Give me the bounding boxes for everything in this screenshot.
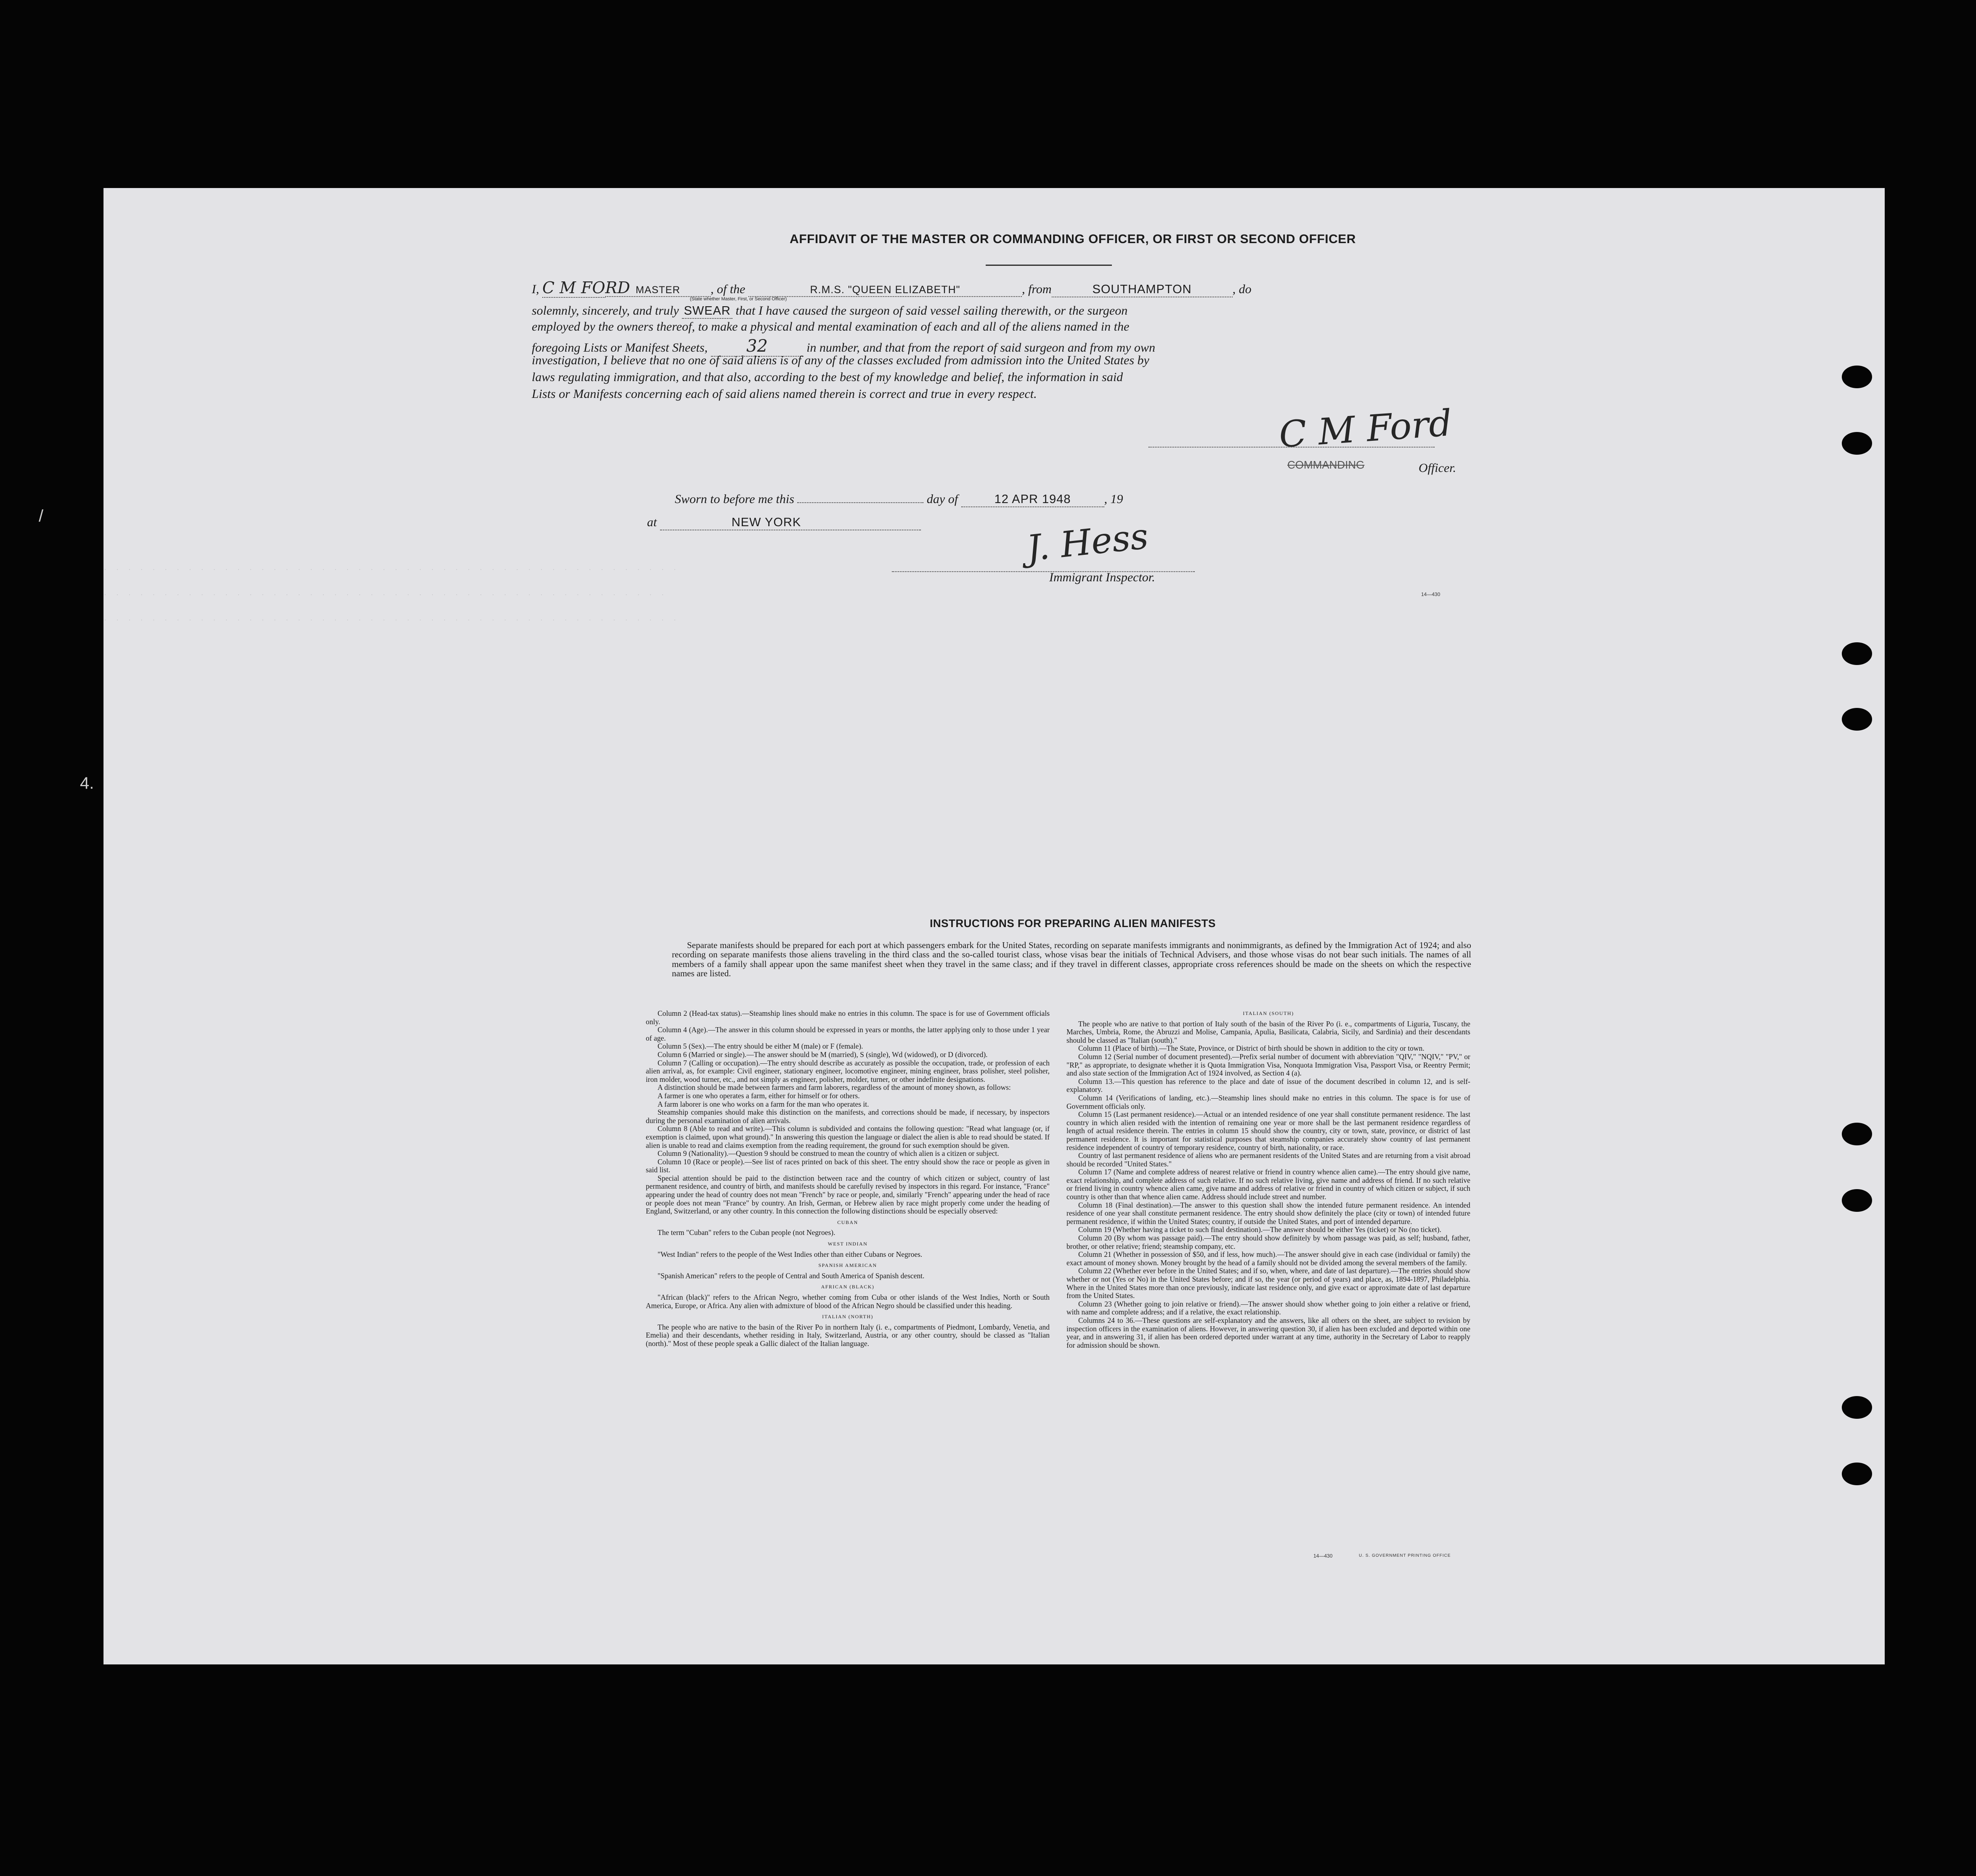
instruction-paragraph: Column 7 (Calling or occupation).—The entry should describe as accurately as possible the occupation, trade, or profession of each alien arrival, as, for example: Civil engineer, stationary engineer, locomotive engineer, mining engineer, brass polisher, steel polisher, iron molder, wood turner, etc., and not simply as engineer, polisher, molder, turner, or other indefinite designations. xyxy=(646,1058,1050,1084)
punch-hole xyxy=(1842,1189,1872,1212)
affidavit-text: investigation, I believe that no one of said aliens is of any of the classes excluded from admission into the United States by xyxy=(532,353,1149,367)
section-heading-african: AFRICAN (BLACK) xyxy=(821,1284,875,1290)
affidavit-line-7 xyxy=(532,387,1037,401)
oath-word: SWEAR xyxy=(682,304,732,319)
sworn-place: NEW YORK xyxy=(660,516,921,530)
affidavit-text: Lists or Manifests concerning each of said aliens named therein is correct and true in every respect. xyxy=(532,387,1037,401)
affidavit-line-3 xyxy=(532,320,1129,334)
officer-name: C M FORD xyxy=(542,278,630,297)
affidavit-line-1 xyxy=(532,278,1252,298)
officer-label: Officer. xyxy=(1419,461,1456,475)
instructions-intro: Separate manifests should be prepared for each port at which passengers embark for the United States, recording on separate manifests immigrants and nonimmigrants, as defined by the Immigration Act of 1924; and also recording on separate manifests those aliens traveling in the third class and the so-called tourist class, whose visas bear the initials of Technical Advisers, and those whose visas do not bear such initials. The names of all members of a family shall appear upon the same manifest sheet when they travel in the same class; and if they travel in different classes, appropriate cross references should be made on the sheets on which the respective names are listed. xyxy=(672,940,1471,979)
punch-hole xyxy=(1842,642,1872,665)
instruction-paragraph: "African (black)" refers to the African Negro, whether coming from Cuba or other islands of the West Indies, North or South America, Europe, or Africa. Any alien with admixture of blood of the African Negro should be classified under this heading. xyxy=(646,1293,1050,1310)
instruction-paragraph: Column 15 (Last permanent residence).—Actual or an intended residence of one year shall constitute permanent residence. The last country in which alien resided with the intention of remaining one year or more shall be the last permanent residence regardless of length of actual residence therein. The entries in column 15 should show the country, city or town, state, province, or district of last permanent residence. It is important for statistical purposes that steamship companies accurately show country of last permanent residence independent of country of temporary residence, country of birth, nationality, or race. xyxy=(1066,1110,1470,1152)
punch-hole xyxy=(1842,1123,1872,1145)
instruction-paragraph: "West Indian" refers to the people of the West Indies other than either Cubans or Negroes. xyxy=(658,1250,923,1259)
instruction-paragraph: Country of last permanent residence of aliens who are permanent residents of the United States and are returning from a visit abroad should be recorded "United States." xyxy=(1066,1151,1470,1168)
affidavit-text: laws regulating immigration, and that also, according to the best of my knowledge and belief, the information in said xyxy=(532,370,1123,384)
affidavit-text: solemnly, sincerely, and truly xyxy=(532,304,679,318)
affidavit-from: , from xyxy=(1022,282,1052,296)
instruction-paragraph: Column 4 (Age).—The answer in this column should be expressed in years or months, the latter applying only to those under 1 year of age. xyxy=(646,1025,1050,1042)
instruction-paragraph: Column 22 (Whether ever before in the United States; and if so, when, where, and date of last departure).—The entries should show whether or not (Yes or No) in the United States before; and if so, the year (or period of years) and place, as, 1894-1897, Philadelphia. Where in the United States more than once previously, indicate last residence only, and give exact or approximate date of last departure from the United States. xyxy=(1066,1267,1470,1300)
instruction-paragraph: A farm laborer is one who works on a farm for the man who operates it. xyxy=(658,1100,869,1108)
bleed-through-text: · · · · · · · · · · · · · · · · · · · · · · · · · · · · · · · · · · · · · · · · · · · · · · · · xyxy=(103,567,679,573)
departure-port: SOUTHAMPTON xyxy=(1052,283,1233,297)
inspector-label: Immigrant Inspector. xyxy=(1049,570,1155,584)
affidavit-text: employed by the owners thereof, to make a physical and mental examination of each and all of the aliens named in the xyxy=(532,320,1130,334)
instruction-paragraph: The people who are native to that portion of Italy south of the basin of the River Po (i. e., compartments of Liguria, Tuscany, the Marches, Umbria, Rome, the Abruzzi and Molise, Campania, Apulia, Basilicata, Calabria, Sicily, and Sardinia) and their descendants should be classed as "Italian (south)." xyxy=(1066,1019,1470,1044)
sworn-date: 12 APR 1948 xyxy=(961,493,1104,507)
instructions-left-column xyxy=(646,1010,1050,1348)
title-rule xyxy=(986,265,1112,266)
affidavit-text: in number, and that from the report of said surgeon and from my own xyxy=(806,341,1155,355)
affidavit-of-the: , of the xyxy=(711,282,745,296)
punch-hole xyxy=(1842,1396,1872,1419)
instruction-paragraph: The term "Cuban" refers to the Cuban people (not Negroes). xyxy=(658,1228,835,1237)
scan-mark: / xyxy=(39,507,44,525)
officer-title: COMMANDING xyxy=(1287,458,1365,471)
punch-hole xyxy=(1842,708,1872,731)
section-heading-spanish-american: SPANISH AMERICAN xyxy=(818,1262,877,1269)
sworn-line xyxy=(675,492,1123,507)
footer-form-code: 14—430 xyxy=(1313,1553,1333,1559)
inspector-signature: J. Hess xyxy=(1024,515,1151,569)
officer-signature: C M Ford xyxy=(1278,402,1453,456)
bleed-through-text: · · · · · · · · · · · · · · · · · · · · · · · · · · · · · · · · · · · · · · · · · · · · · · · xyxy=(103,592,667,599)
instruction-paragraph: Column 11 (Place of birth).—The State, Province, or District of birth should be shown in addition to the city or town. xyxy=(1078,1044,1424,1053)
instruction-paragraph: A farmer is one who operates a farm, either for himself or for others. xyxy=(658,1091,860,1100)
instruction-paragraph: "Spanish American" refers to the people of Central and South America of Spanish descent. xyxy=(658,1271,925,1280)
affidavit-do: , do xyxy=(1232,282,1252,296)
sworn-text: day of xyxy=(926,492,958,506)
instruction-paragraph: Column 20 (By whom was passage paid).—The entry should show definitely by whom passage was paid, as self; husband, father, brother, or other relative; friend; steamship company, etc. xyxy=(1066,1234,1470,1251)
section-heading-italian-north: ITALIAN (NORTH) xyxy=(822,1314,873,1320)
affidavit-line-6 xyxy=(532,370,1123,384)
rank-note: (State whether Master, First, or Second Officer) xyxy=(690,297,787,302)
sworn-at: at xyxy=(647,515,657,529)
instructions-right-column xyxy=(1066,1010,1470,1349)
punch-hole xyxy=(1842,432,1872,455)
sworn-text: Sworn to before me this xyxy=(675,492,794,506)
affidavit-text: that I have caused the surgeon of said vessel sailing therewith, or the surgeon xyxy=(735,304,1128,318)
instruction-paragraph: Column 9 (Nationality).—Question 9 should be construed to mean the country of which alien is a citizen or subject. xyxy=(658,1149,999,1158)
signature-line xyxy=(1148,447,1435,448)
instruction-paragraph: Column 5 (Sex).—The entry should be either M (male) or F (female). xyxy=(658,1042,863,1051)
officer-rank: MASTER xyxy=(605,284,711,297)
punch-hole xyxy=(1842,1463,1872,1485)
section-heading-cuban: CUBAN xyxy=(837,1219,858,1225)
instruction-paragraph: Steamship companies should make this distinction on the manifests, and corrections should be made, if necessary, by inspectors during the personal examination of alien arrivals. xyxy=(646,1108,1050,1125)
affidavit-line-5 xyxy=(532,353,1149,368)
instruction-paragraph: Column 21 (Whether in possession of $50, and if less, how much).—The answer should give in each case (individual or family) the exact amount of money shown. Money brought by the head of a family should not be divided among the several members of the family. xyxy=(1066,1250,1470,1267)
sheet-count: 32 xyxy=(711,337,804,357)
instruction-paragraph: Columns 24 to 36.—These questions are self-explanatory and the answers, like all others on the sheet, are subject to revision by inspection officers in the examination of aliens. However, in answering question 30, if alien has been excluded and deported within one year, and in answering 31, if alien has been ordered deported under warrant at any time, authority in the Secretary of Labor to reapply for admission should be shown. xyxy=(1066,1316,1470,1349)
instruction-paragraph: Column 13.—This question has reference to the place and date of issue of the document described in column 12, and is self-explanatory. xyxy=(1066,1077,1470,1094)
instruction-paragraph: Column 17 (Name and complete address of nearest relative or friend in country whence alien came).—The entry should give name, exact relationship, and complete address of such relative. If no such relative living, give name and address of friend. If no such relative or friend living in country whence alien came, give name and address of relative or friend in country of which citizen or subject, if such country is other than that whence alien came. Address should include street and number. xyxy=(1066,1168,1470,1201)
instruction-paragraph: A distinction should be made between farmers and farm laborers, regardless of the amount of money shown, as follows: xyxy=(658,1083,1011,1092)
instruction-paragraph: Column 10 (Race or people).—See list of races printed on back of this sheet. The entry should show the race or people as given in said list. xyxy=(646,1157,1050,1174)
instruction-paragraph: Column 14 (Verifications of landing, etc.).—Steamship lines should make no entries in this column. The space is for use of Government officials only. xyxy=(1066,1093,1470,1110)
scan-mark: 4. xyxy=(80,774,94,792)
instruction-paragraph: Column 19 (Whether having a ticket to such final destination).—The answer should be either Yes (ticket) or No (no ticket). xyxy=(1078,1225,1442,1234)
day-blank xyxy=(797,502,923,503)
section-heading-italian-south: ITALIAN (SOUTH) xyxy=(1243,1010,1294,1016)
bleed-through-text: · · · · · · · · · · · · · · · · · · · · · · · · · · · · · · · · · · · · · · · · · · · · · · · · xyxy=(103,617,679,624)
punch-hole xyxy=(1842,366,1872,388)
printer-imprint: U. S. GOVERNMENT PRINTING OFFICE xyxy=(1359,1553,1451,1558)
form-code: 14—430 xyxy=(1421,591,1440,597)
instruction-paragraph: The people who are native to the basin of the River Po in northern Italy (i. e., compartments of Piedmont, Lombardy, Venetia, and Emelia) and their descendants, whether residing in Italy, Switzerland, Austria, or any other country, should be classed as "Italian (north)." Most of these people speak a Gallic dialect of the Italian language. xyxy=(646,1322,1050,1348)
instruction-paragraph: Special attention should be paid to the distinction between race and the country of which citizen or subject, country of last permanent residence, and country of birth, and manifests should be carefully revised by inspectors in this regard. For instance, "France" appearing under the head of country does not mean "French" by race or people, and, similarly "French" appearing under the head of race or people does not mean "France" by country. An Irish, German, or Hebrew alien by race might properly come under the heading of England, Switzerland, or any other country. In this connection the following distinctions should be especially observed: xyxy=(646,1174,1050,1216)
instructions-title: INSTRUCTIONS FOR PREPARING ALIEN MANIFESTS xyxy=(930,917,1216,930)
instruction-paragraph: Column 2 (Head-tax status).—Steamship lines should make no entries in this column. The space is for use of Government officials only. xyxy=(646,1009,1050,1026)
sworn-year: , 19 xyxy=(1104,492,1123,506)
instruction-paragraph: Column 6 (Married or single).—The answer should be M (married), S (single), Wd (widowed), or D (divorced). xyxy=(658,1050,988,1059)
instruction-paragraph: Column 8 (Able to read and write).—This column is subdivided and contains the following question: "Read what language (or, if exemption is claimed, upon what ground)." In answering this question the language or dialect the alien is able to read should be stated. If alien is unable to read and claims exemption from the reading requirement, the ground for such exemption should be given. xyxy=(646,1124,1050,1150)
instruction-paragraph: Column 12 (Serial number of document presented).—Prefix serial number of document with abbreviation "QIV," "NQIV," "PV," or "RP," as appropriate, to designate whether it is Quota Immigration Visa, Nonquota Immigration Visa, Passport Visa, or Reentry Permit; and also state section of the Immigration Act of 1924 involved, as Section 4 (a). xyxy=(1066,1052,1470,1078)
vessel-name: R.M.S. "QUEEN ELIZABETH" xyxy=(748,284,1022,297)
affidavit-text: foregoing Lists or Manifest Sheets, xyxy=(532,341,708,355)
sworn-place-line xyxy=(647,515,921,530)
affidavit-i: I, xyxy=(532,282,539,296)
affidavit-line-2 xyxy=(532,304,1127,319)
instruction-paragraph: Column 18 (Final destination).—The answer to this question shall show the intended future permanent residence. An intended residence of one year shall constitute permanent residence. The entry should show definitely the place (city or town) of intended future permanent residence, if within the United States; country, if outside the United States, and port of intended departure. xyxy=(1066,1200,1470,1226)
section-heading-west-indian: WEST INDIAN xyxy=(828,1241,868,1247)
instruction-paragraph: Column 23 (Whether going to join relative or friend).—The answer should show whether going to join either a relative or friend, with name and complete address; and if a relative, the exact relationship. xyxy=(1066,1299,1470,1317)
affidavit-title: AFFIDAVIT OF THE MASTER OR COMMANDING OFFICER, OR FIRST OR SECOND OFFICER xyxy=(790,232,1356,246)
